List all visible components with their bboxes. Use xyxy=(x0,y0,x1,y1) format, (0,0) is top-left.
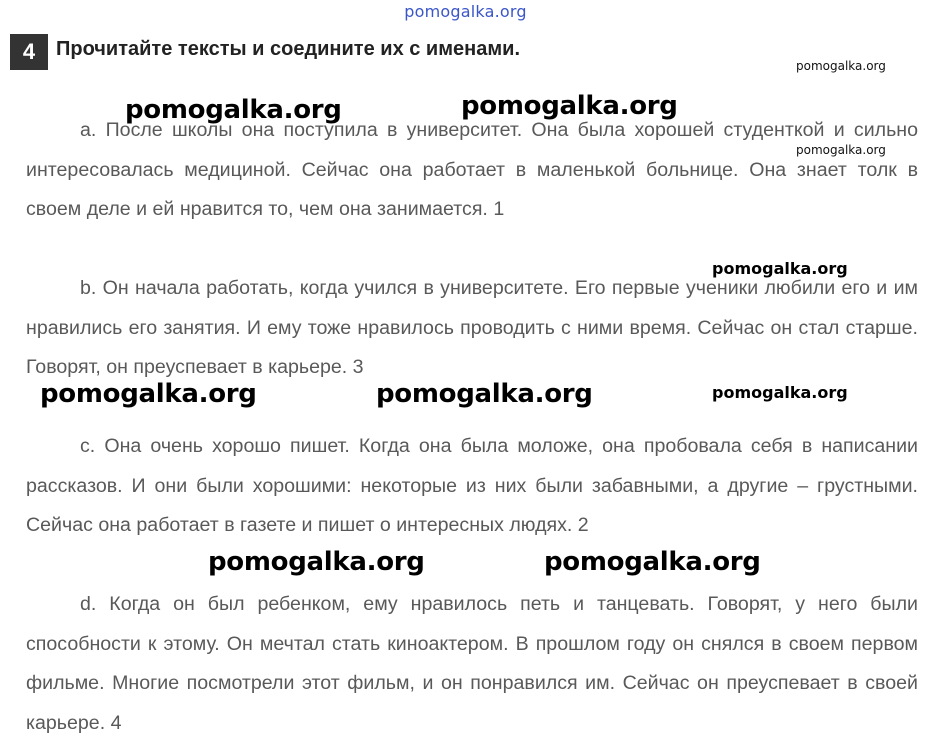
top-watermark: pomogalka.org xyxy=(404,2,527,21)
watermark: pomogalka.org xyxy=(712,259,848,278)
watermark: pomogalka.org xyxy=(376,379,593,409)
paragraph-a: a. После школы она поступила в университет. Она была хорошей студенткой и сильно интересовалась медициной. Сейчас она работает в маленькой больнице. Она знает толк в своем деле и ей нравится то, чем она занимается. 1 xyxy=(26,119,918,220)
watermark: pomogalka.org xyxy=(796,59,886,73)
task-instruction: Прочитайте тексты и соедините их с именами. xyxy=(56,38,520,60)
paragraph-d: d. Когда он был ребенком, ему нравилось петь и танцевать. Говорят, у него были способности к этому. Он мечтал стать киноактером. В прошлом году он снялся в своем первом фильме. Многие посмотрели этот фильм, и он понравился им. Сейчас он преуспевает в своей карьере. 4 xyxy=(26,593,918,734)
task-number-badge: 4 xyxy=(10,34,48,70)
watermark: pomogalka.org xyxy=(208,547,425,577)
watermark: pomogalka.org xyxy=(125,95,342,125)
watermark: pomogalka.org xyxy=(544,547,761,577)
watermark: pomogalka.org xyxy=(40,379,257,409)
paragraph-b: b. Он начала работать, когда учился в университете. Его первые ученики любили его и им нравились его занятия. И ему тоже нравилось проводить с ними время. Сейчас он стал старше. Говорят, он преуспевает в карьере. 3 xyxy=(26,277,918,378)
watermark: pomogalka.org xyxy=(461,91,678,121)
watermark: pomogalka.org xyxy=(712,383,848,402)
paragraph-c: c. Она очень хорошо пишет. Когда она была моложе, она пробовала себя в написании рассказов. И они были хорошими: некоторые из них были забавными, а другие – грустными. Сейчас она работает в газете и пишет о интересных людях. 2 xyxy=(26,435,918,536)
watermark: pomogalka.org xyxy=(796,143,886,157)
